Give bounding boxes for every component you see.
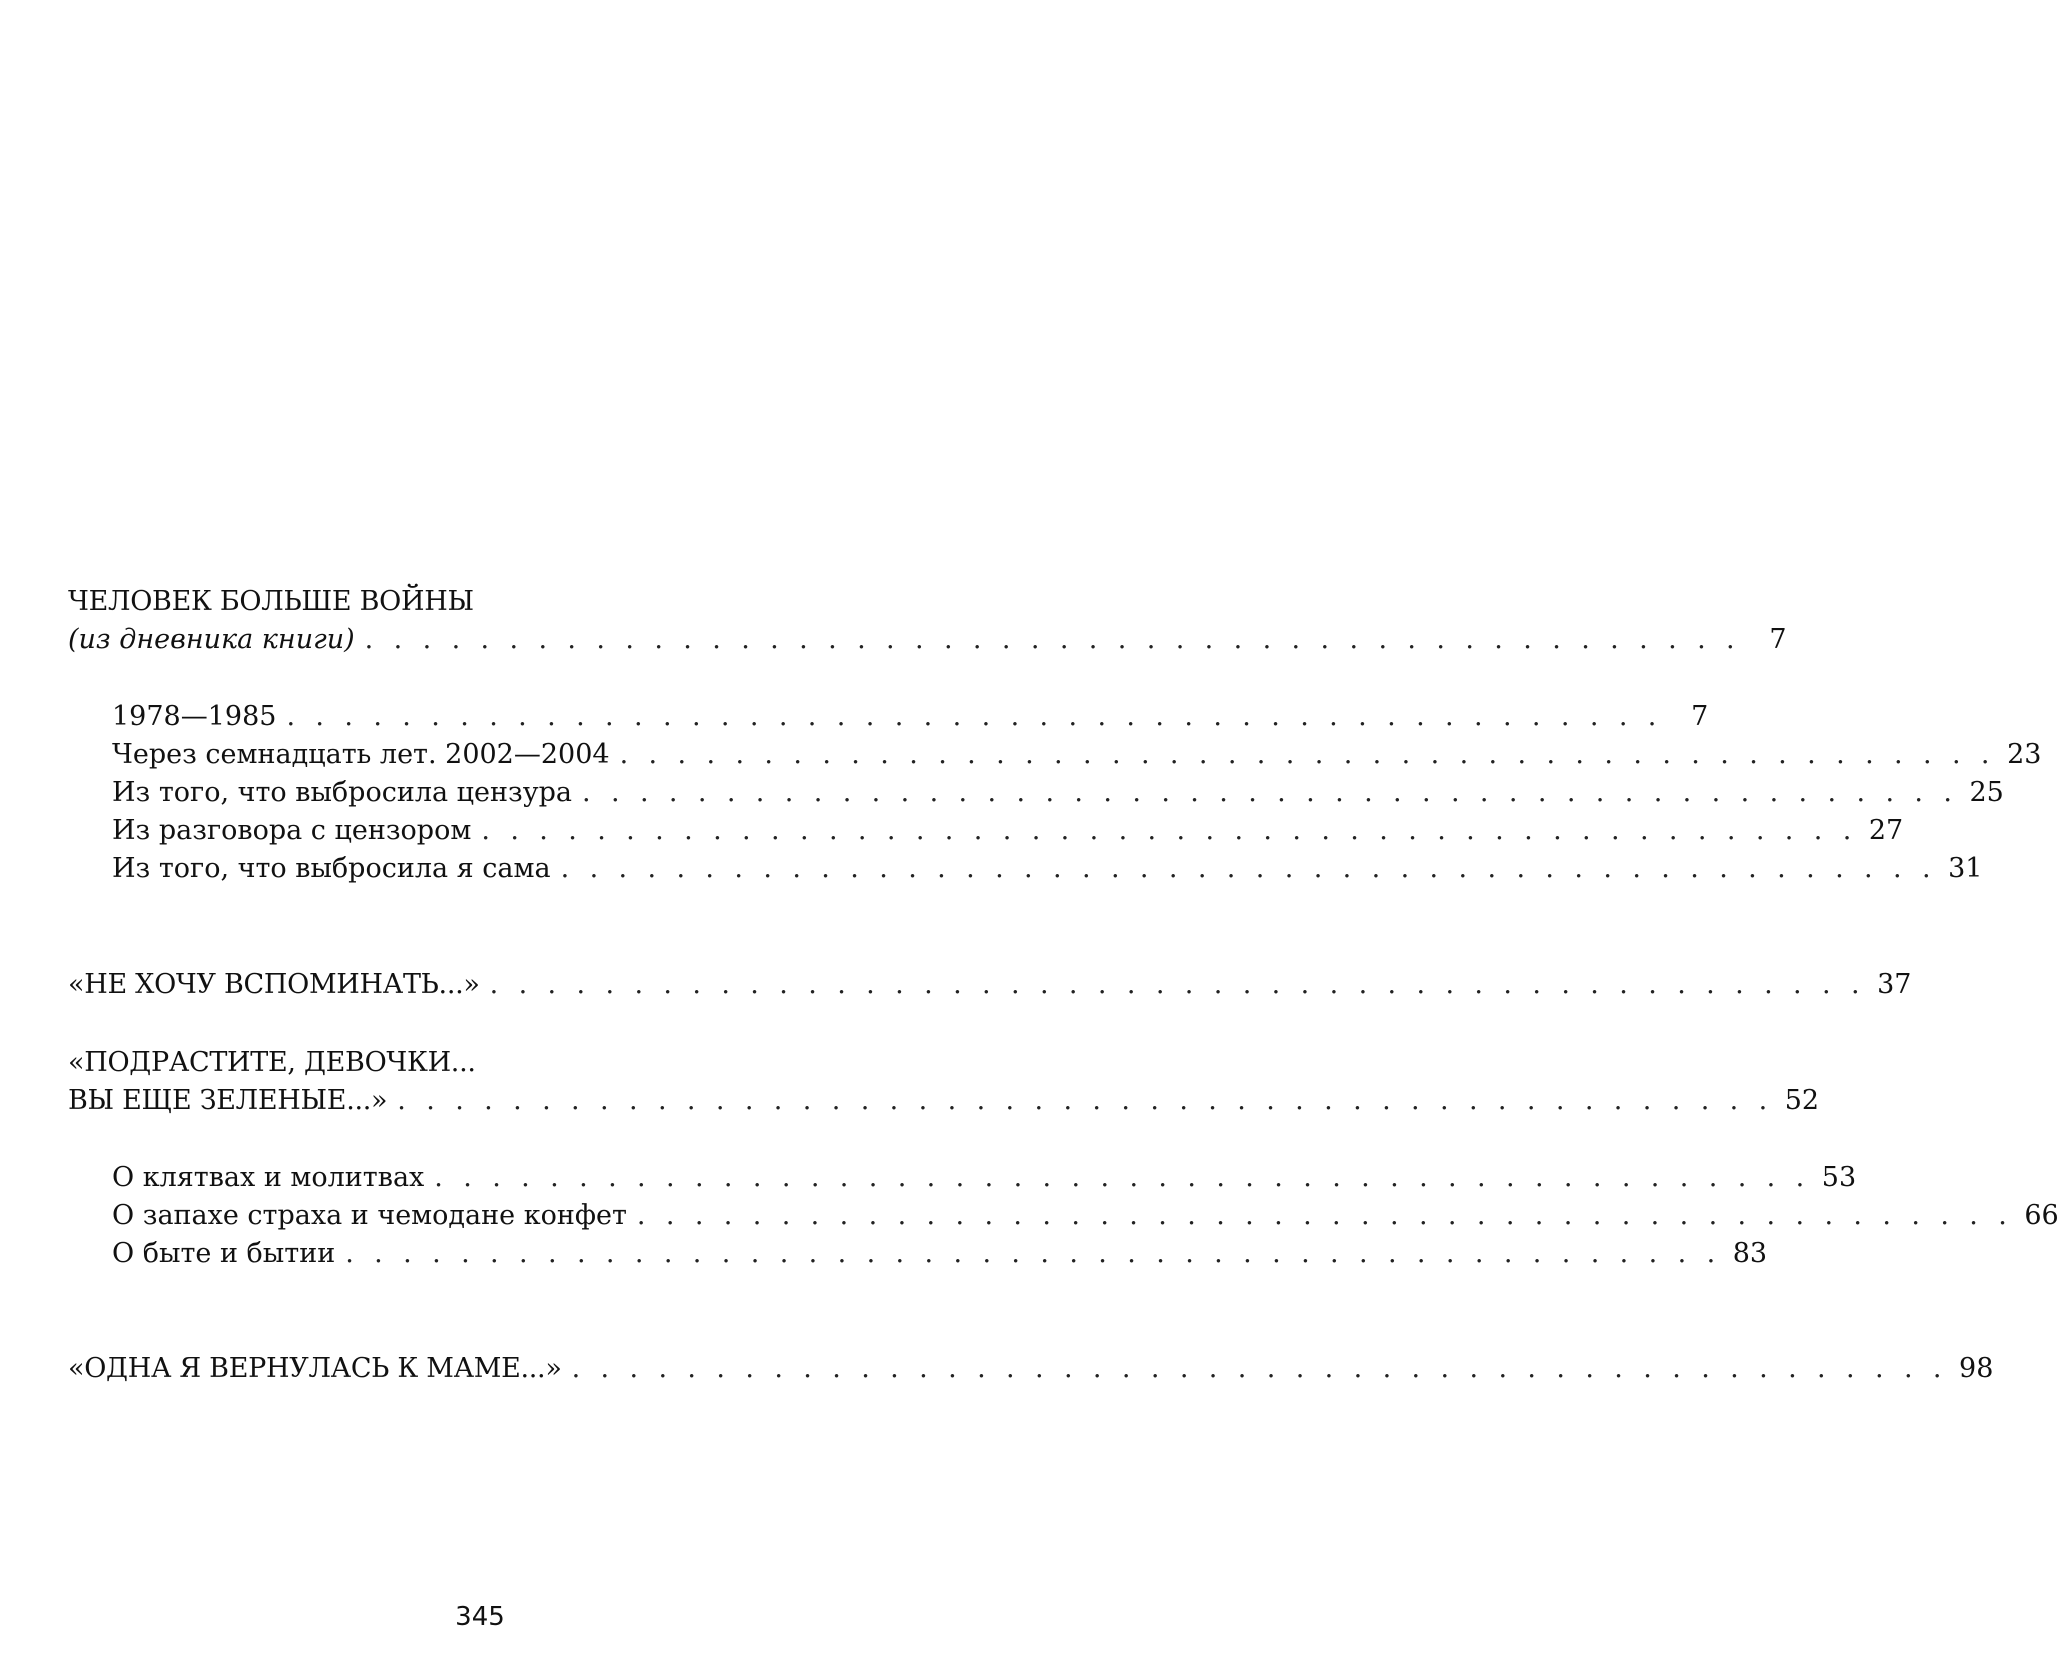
entry-title: О клятвах и молитвах: [112, 1162, 425, 1193]
entry-title: О быте и бытии: [112, 1238, 336, 1269]
page-number: 37: [1877, 969, 1912, 1000]
dot-leader: . . . . . . . . . . . . . . . . . . . . . . . . . . . . . . . . . . . . . . . . . . . . . . . .: [364, 624, 1741, 655]
page-number: 83: [1732, 1238, 1768, 1269]
dot-leader: . . . . . . . . . . . . . . . . . . . . . . . . . . . . . . . . . . . . . . . . . . . . . . . .: [397, 1085, 1774, 1116]
dot-leader: . . . . . . . . . . . . . . . . . . . . . . . . . . . . . . . . . . . . . . . . . . . . . . . .: [571, 1353, 1948, 1384]
entry-title: Из того, что выбросила я сама: [112, 853, 551, 884]
dot-leader: . . . . . . . . . . . . . . . . . . . . . . . . . . . . . . . . . . . . . . . . . . . . . . . .: [481, 815, 1858, 846]
entry-title: ВЫ ЕЩЕ ЗЕЛЕНЫЕ...»: [68, 1085, 388, 1116]
page-number: 31: [1948, 853, 1983, 884]
toc-subentry[interactable]: [112, 777, 2004, 808]
page-number: 25: [1969, 777, 2004, 808]
page-number: 27: [1868, 815, 1904, 846]
entry-title: «НЕ ХОЧУ ВСПОМИНАТЬ...»: [68, 969, 480, 1000]
toc-entry[interactable]: [68, 624, 1787, 655]
dot-leader: . . . . . . . . . . . . . . . . . . . . . . . . . . . . . . . . . . . . . . . . . . . . . . . .: [560, 853, 1937, 884]
dot-leader: . . . . . . . . . . . . . . . . . . . . . . . . . . . . . . . . . . . . . . . . . . . . . . . .: [345, 1238, 1722, 1269]
toc-entry[interactable]: [68, 1085, 1820, 1116]
toc-subentry[interactable]: [112, 701, 1709, 732]
entry-title: Из разговора с цензором: [112, 815, 472, 846]
dot-leader: . . . . . . . . . . . . . . . . . . . . . . . . . . . . . . . . . . . . . . . . . . . . . . . .: [619, 739, 1996, 770]
entry-title: 1978—1985: [112, 701, 277, 732]
toc-subentry[interactable]: [112, 739, 2042, 770]
page-folio: 345: [455, 1602, 505, 1632]
toc-entry[interactable]: [68, 969, 1912, 1000]
toc-subentry[interactable]: [112, 1200, 2059, 1231]
page-number: 53: [1821, 1162, 1857, 1193]
dot-leader: . . . . . . . . . . . . . . . . . . . . . . . . . . . . . . . . . . . . . . . . . . . . . . . .: [489, 969, 1866, 1000]
dot-leader: . . . . . . . . . . . . . . . . . . . . . . . . . . . . . . . . . . . . . . . . . . . . . . . .: [286, 701, 1663, 732]
entry-title: Из того, что выбросила цензура: [112, 777, 573, 808]
toc-entry[interactable]: [68, 1353, 1994, 1384]
page-number: 7: [1691, 701, 1709, 732]
entry-title: (из дневника книги): [68, 624, 355, 655]
toc-subentry[interactable]: [112, 815, 1904, 846]
toc-subentry[interactable]: [112, 1238, 1768, 1269]
section-heading: ЧЕЛОВЕК БОЛЬШЕ ВОЙНЫ: [68, 586, 474, 617]
entry-title: «ОДНА Я ВЕРНУЛАСЬ К МАМЕ...»: [68, 1353, 562, 1384]
entry-title: Через семнадцать лет. 2002—2004: [112, 739, 610, 770]
dot-leader: . . . . . . . . . . . . . . . . . . . . . . . . . . . . . . . . . . . . . . . . . . . . . . . .: [582, 777, 1958, 808]
dot-leader: . . . . . . . . . . . . . . . . . . . . . . . . . . . . . . . . . . . . . . . . . . . . . . . .: [636, 1200, 2013, 1231]
page-number: 52: [1784, 1085, 1820, 1116]
toc-subentry[interactable]: [112, 853, 1983, 884]
dot-leader: . . . . . . . . . . . . . . . . . . . . . . . . . . . . . . . . . . . . . . . . . . . . . . . .: [434, 1162, 1811, 1193]
page-number: 66: [2024, 1200, 2059, 1231]
section-heading: «ПОДРАСТИТЕ, ДЕВОЧКИ...: [68, 1047, 476, 1078]
page-number: 7: [1769, 624, 1787, 655]
page-number: 98: [1959, 1353, 1994, 1384]
toc-subentry[interactable]: [112, 1162, 1857, 1193]
page-number: 23: [2007, 739, 2042, 770]
entry-title: О запахе страха и чемодане конфет: [112, 1200, 627, 1231]
